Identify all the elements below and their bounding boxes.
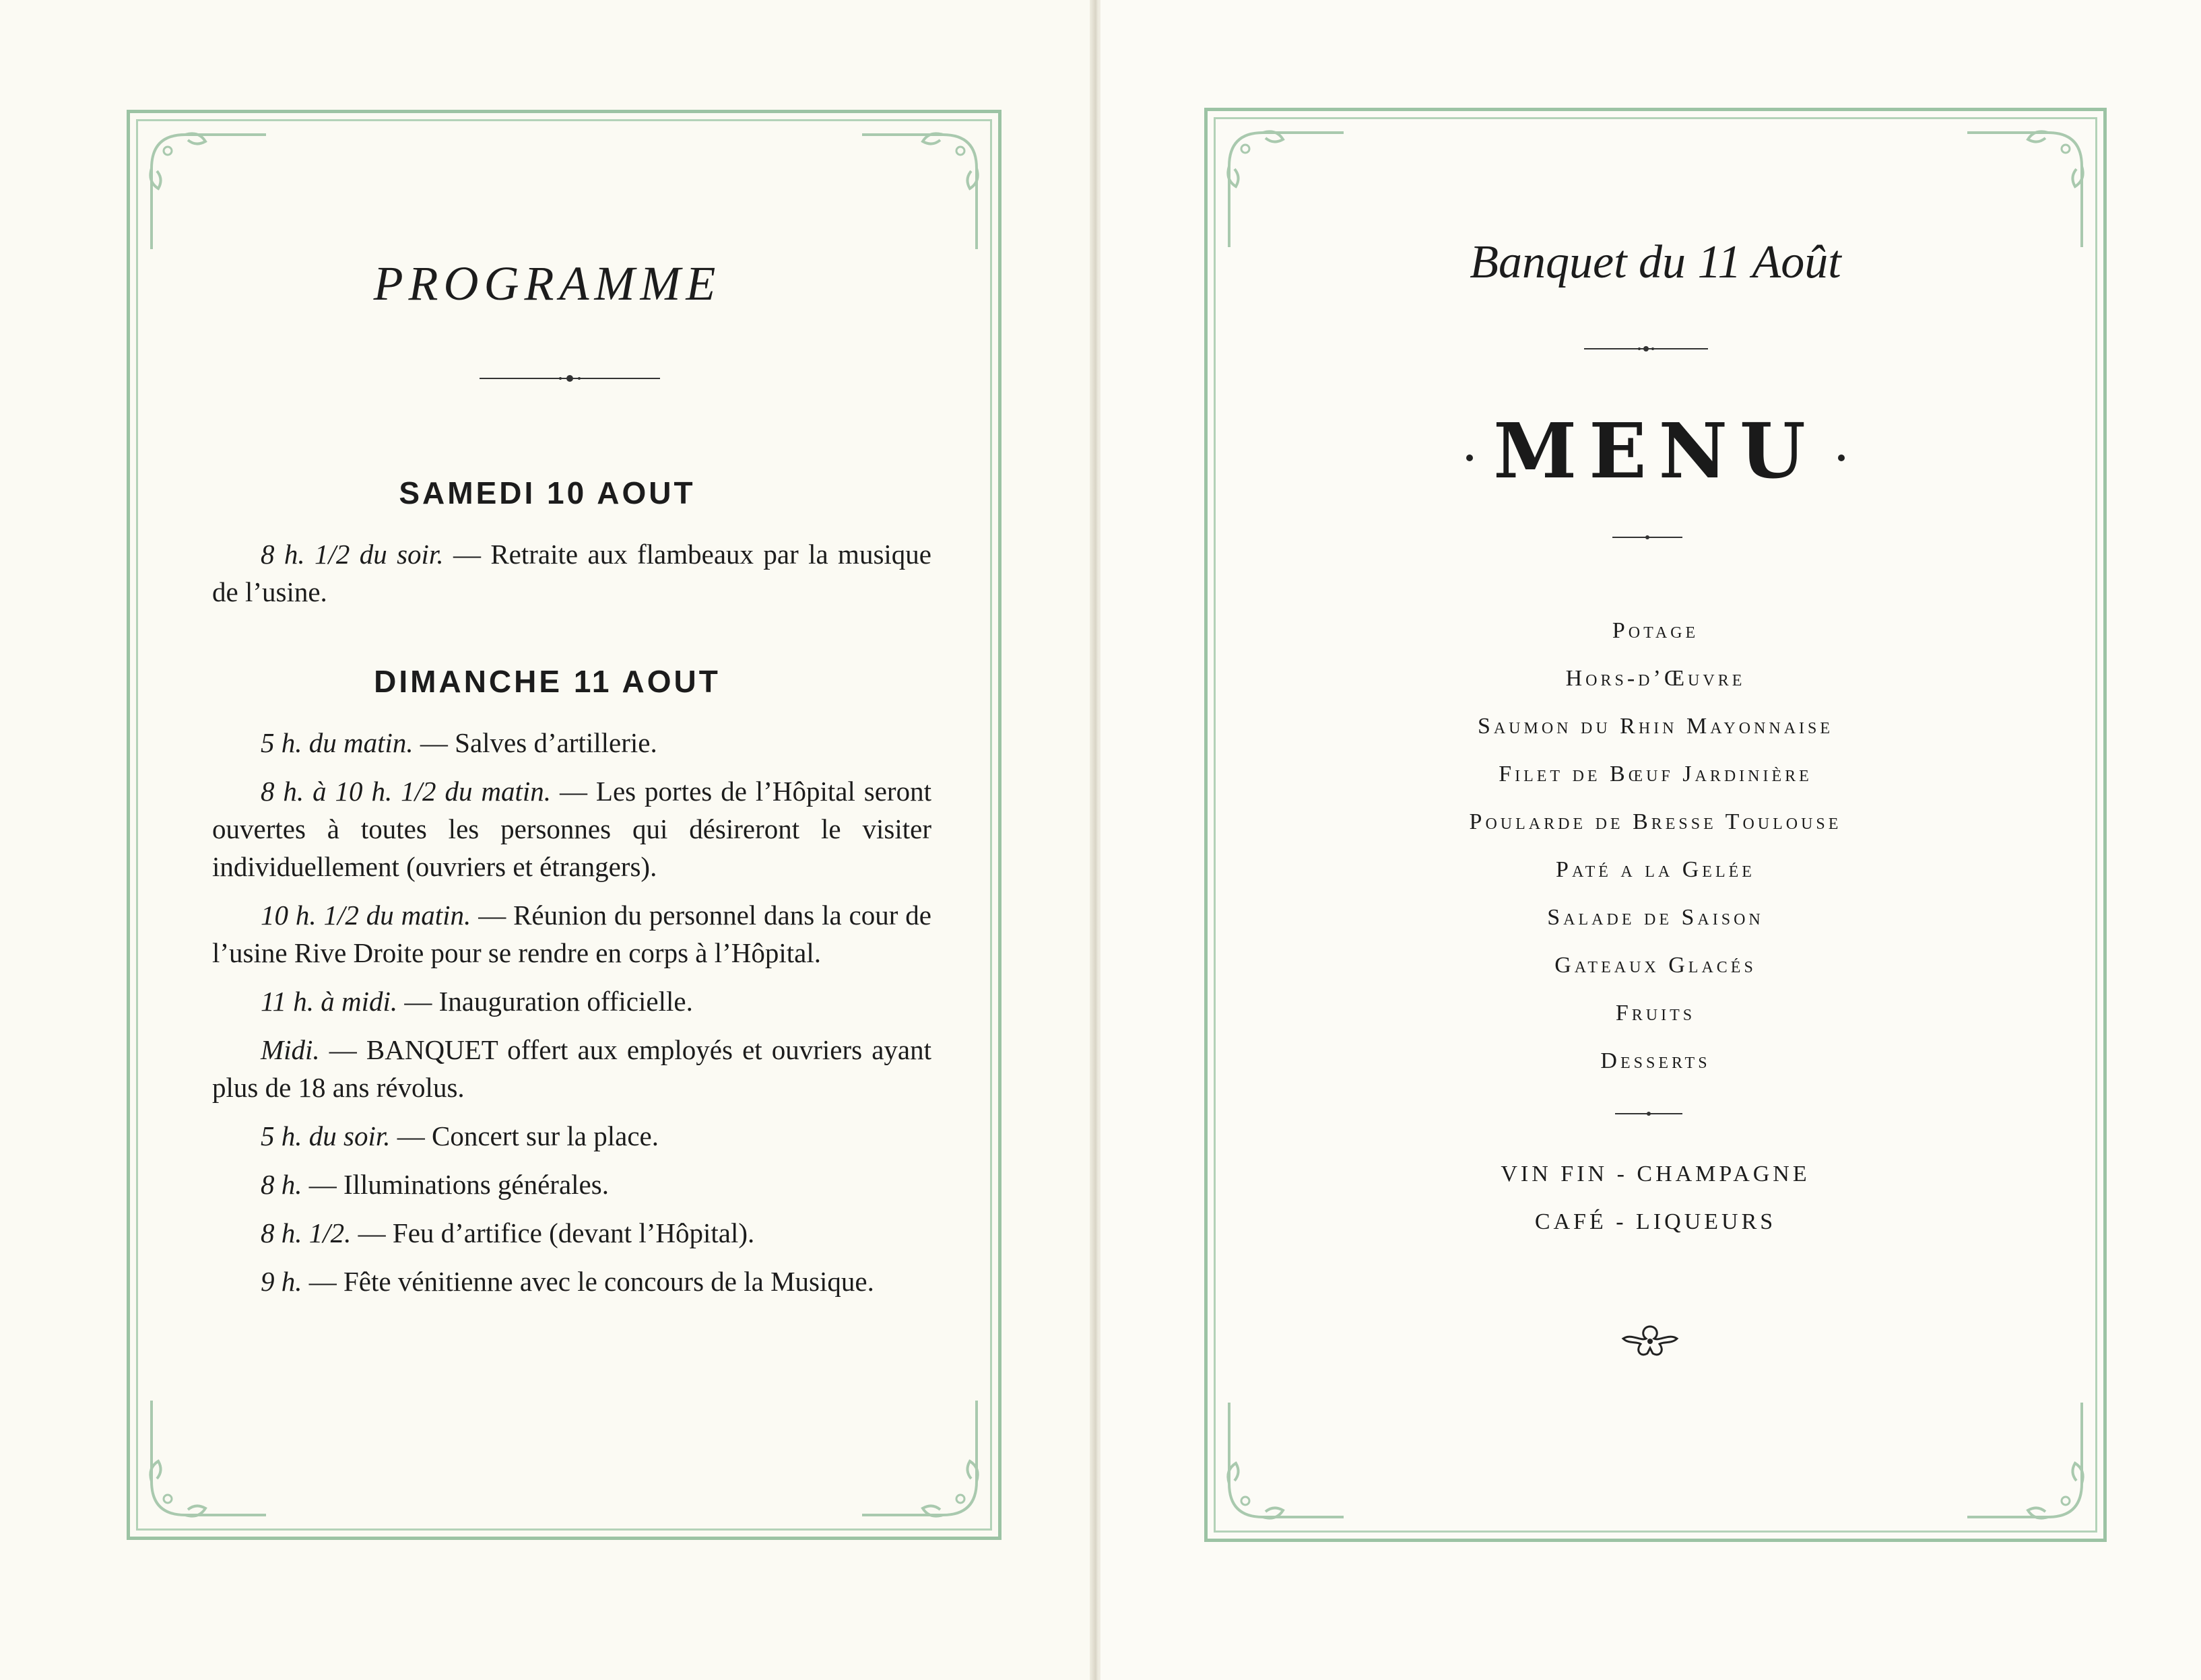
menu-heading bbox=[1204, 407, 2107, 496]
menu-drink: VIN FIN - CHAMPAGNE bbox=[1501, 1162, 1810, 1186]
menu-dish: Salade de Saison bbox=[1547, 905, 1764, 930]
divider-rule-icon bbox=[1584, 342, 1708, 356]
entry-time: 8 h. à 10 h. 1/2 du matin. bbox=[261, 776, 552, 807]
day-heading-dimanche: DIMANCHE 11 AOUT bbox=[374, 664, 721, 699]
entry-text: — Concert sur la place. bbox=[390, 1120, 659, 1151]
right-page bbox=[1100, 0, 2201, 1680]
corner-ornament-icon bbox=[1222, 126, 1350, 254]
entry-time: 9 h. bbox=[261, 1266, 302, 1297]
menu-drink: CAFÉ - LIQUEURS bbox=[1534, 1209, 1777, 1234]
menu-dish: Poularde de Bresse Toulouse bbox=[1469, 809, 1842, 834]
entry-time: 8 h. bbox=[261, 1169, 302, 1200]
corner-ornament-icon bbox=[1961, 126, 2089, 254]
entry-text: — Inauguration officielle. bbox=[397, 986, 693, 1017]
menu-dish: Paté a la Gelée bbox=[1556, 857, 1755, 882]
entry-text: — BANQUET offert aux employés et ouvriers ayant plus de 18 ans révolus. bbox=[212, 1034, 931, 1103]
programme-entry bbox=[212, 535, 931, 611]
entry-text: — Réunion du personnel dans la cour de l’usine Rive Droite pour se rendre en corps à l’Hôpital. bbox=[212, 900, 931, 968]
menu-heading-text: MENU bbox=[1493, 407, 1818, 496]
menu-dish: Hors-d’Œuvre bbox=[1565, 666, 1746, 691]
divider-rule-icon bbox=[1612, 531, 1682, 544]
fleuron-icon bbox=[1616, 1321, 1684, 1362]
entry-time: 10 h. 1/2 du matin. bbox=[261, 900, 471, 931]
bullet-dot-icon bbox=[1838, 455, 1845, 461]
entry-time: 5 h. du soir. bbox=[261, 1120, 391, 1151]
menu-dish: Gateaux Glacés bbox=[1554, 953, 1756, 978]
menu-dish-list bbox=[1204, 618, 2107, 1096]
corner-ornament-icon bbox=[855, 1394, 983, 1522]
menu-dish: Potage bbox=[1612, 618, 1699, 643]
divider-rule-icon bbox=[480, 372, 660, 385]
corner-ornament-icon bbox=[1222, 1396, 1350, 1524]
entry-time: 8 h. 1/2 du soir. bbox=[261, 539, 444, 570]
left-page bbox=[0, 0, 1094, 1680]
corner-ornament-icon bbox=[145, 128, 273, 256]
entry-text: — Fête vénitienne avec le concours de la Musique. bbox=[302, 1266, 874, 1297]
divider-rule-icon bbox=[1615, 1107, 1682, 1120]
menu-dish: Desserts bbox=[1600, 1048, 1711, 1073]
entry-text: — Retraite aux flambeaux par la musique de l’usine. bbox=[212, 539, 931, 607]
entry-time: 8 h. 1/2. bbox=[261, 1217, 352, 1248]
entry-time: Midi. bbox=[261, 1034, 320, 1065]
banquet-title: Banquet du 11 Août bbox=[1470, 236, 1841, 288]
entry-text: — Les portes de l’Hôpital seront ouvertes à toutes les personnes qui désireront le visiter individuellement (ouvriers et étrangers). bbox=[212, 776, 931, 882]
corner-ornament-icon bbox=[145, 1394, 273, 1522]
day-heading-samedi: SAMEDI 10 AOUT bbox=[399, 475, 696, 510]
corner-ornament-icon bbox=[1961, 1396, 2089, 1524]
bullet-dot-icon bbox=[1466, 455, 1473, 461]
corner-ornament-icon bbox=[855, 128, 983, 256]
programme-entry-list bbox=[212, 724, 931, 1300]
entry-text: — Illuminations générales. bbox=[302, 1169, 609, 1200]
entry-text: — Salves d’artillerie. bbox=[413, 727, 657, 758]
menu-drinks-list bbox=[1204, 1162, 2107, 1257]
entry-text: — Feu d’artifice (devant l’Hôpital). bbox=[351, 1217, 755, 1248]
entry-time: 11 h. à midi. bbox=[261, 986, 398, 1017]
entry-time: 5 h. du matin. bbox=[261, 727, 414, 758]
menu-dish: Filet de Bœuf Jardinière bbox=[1499, 762, 1812, 786]
menu-dish: Fruits bbox=[1615, 1001, 1696, 1026]
menu-dish: Saumon du Rhin Mayonnaise bbox=[1477, 714, 1834, 739]
programme-title: PROGRAMME bbox=[373, 257, 721, 310]
